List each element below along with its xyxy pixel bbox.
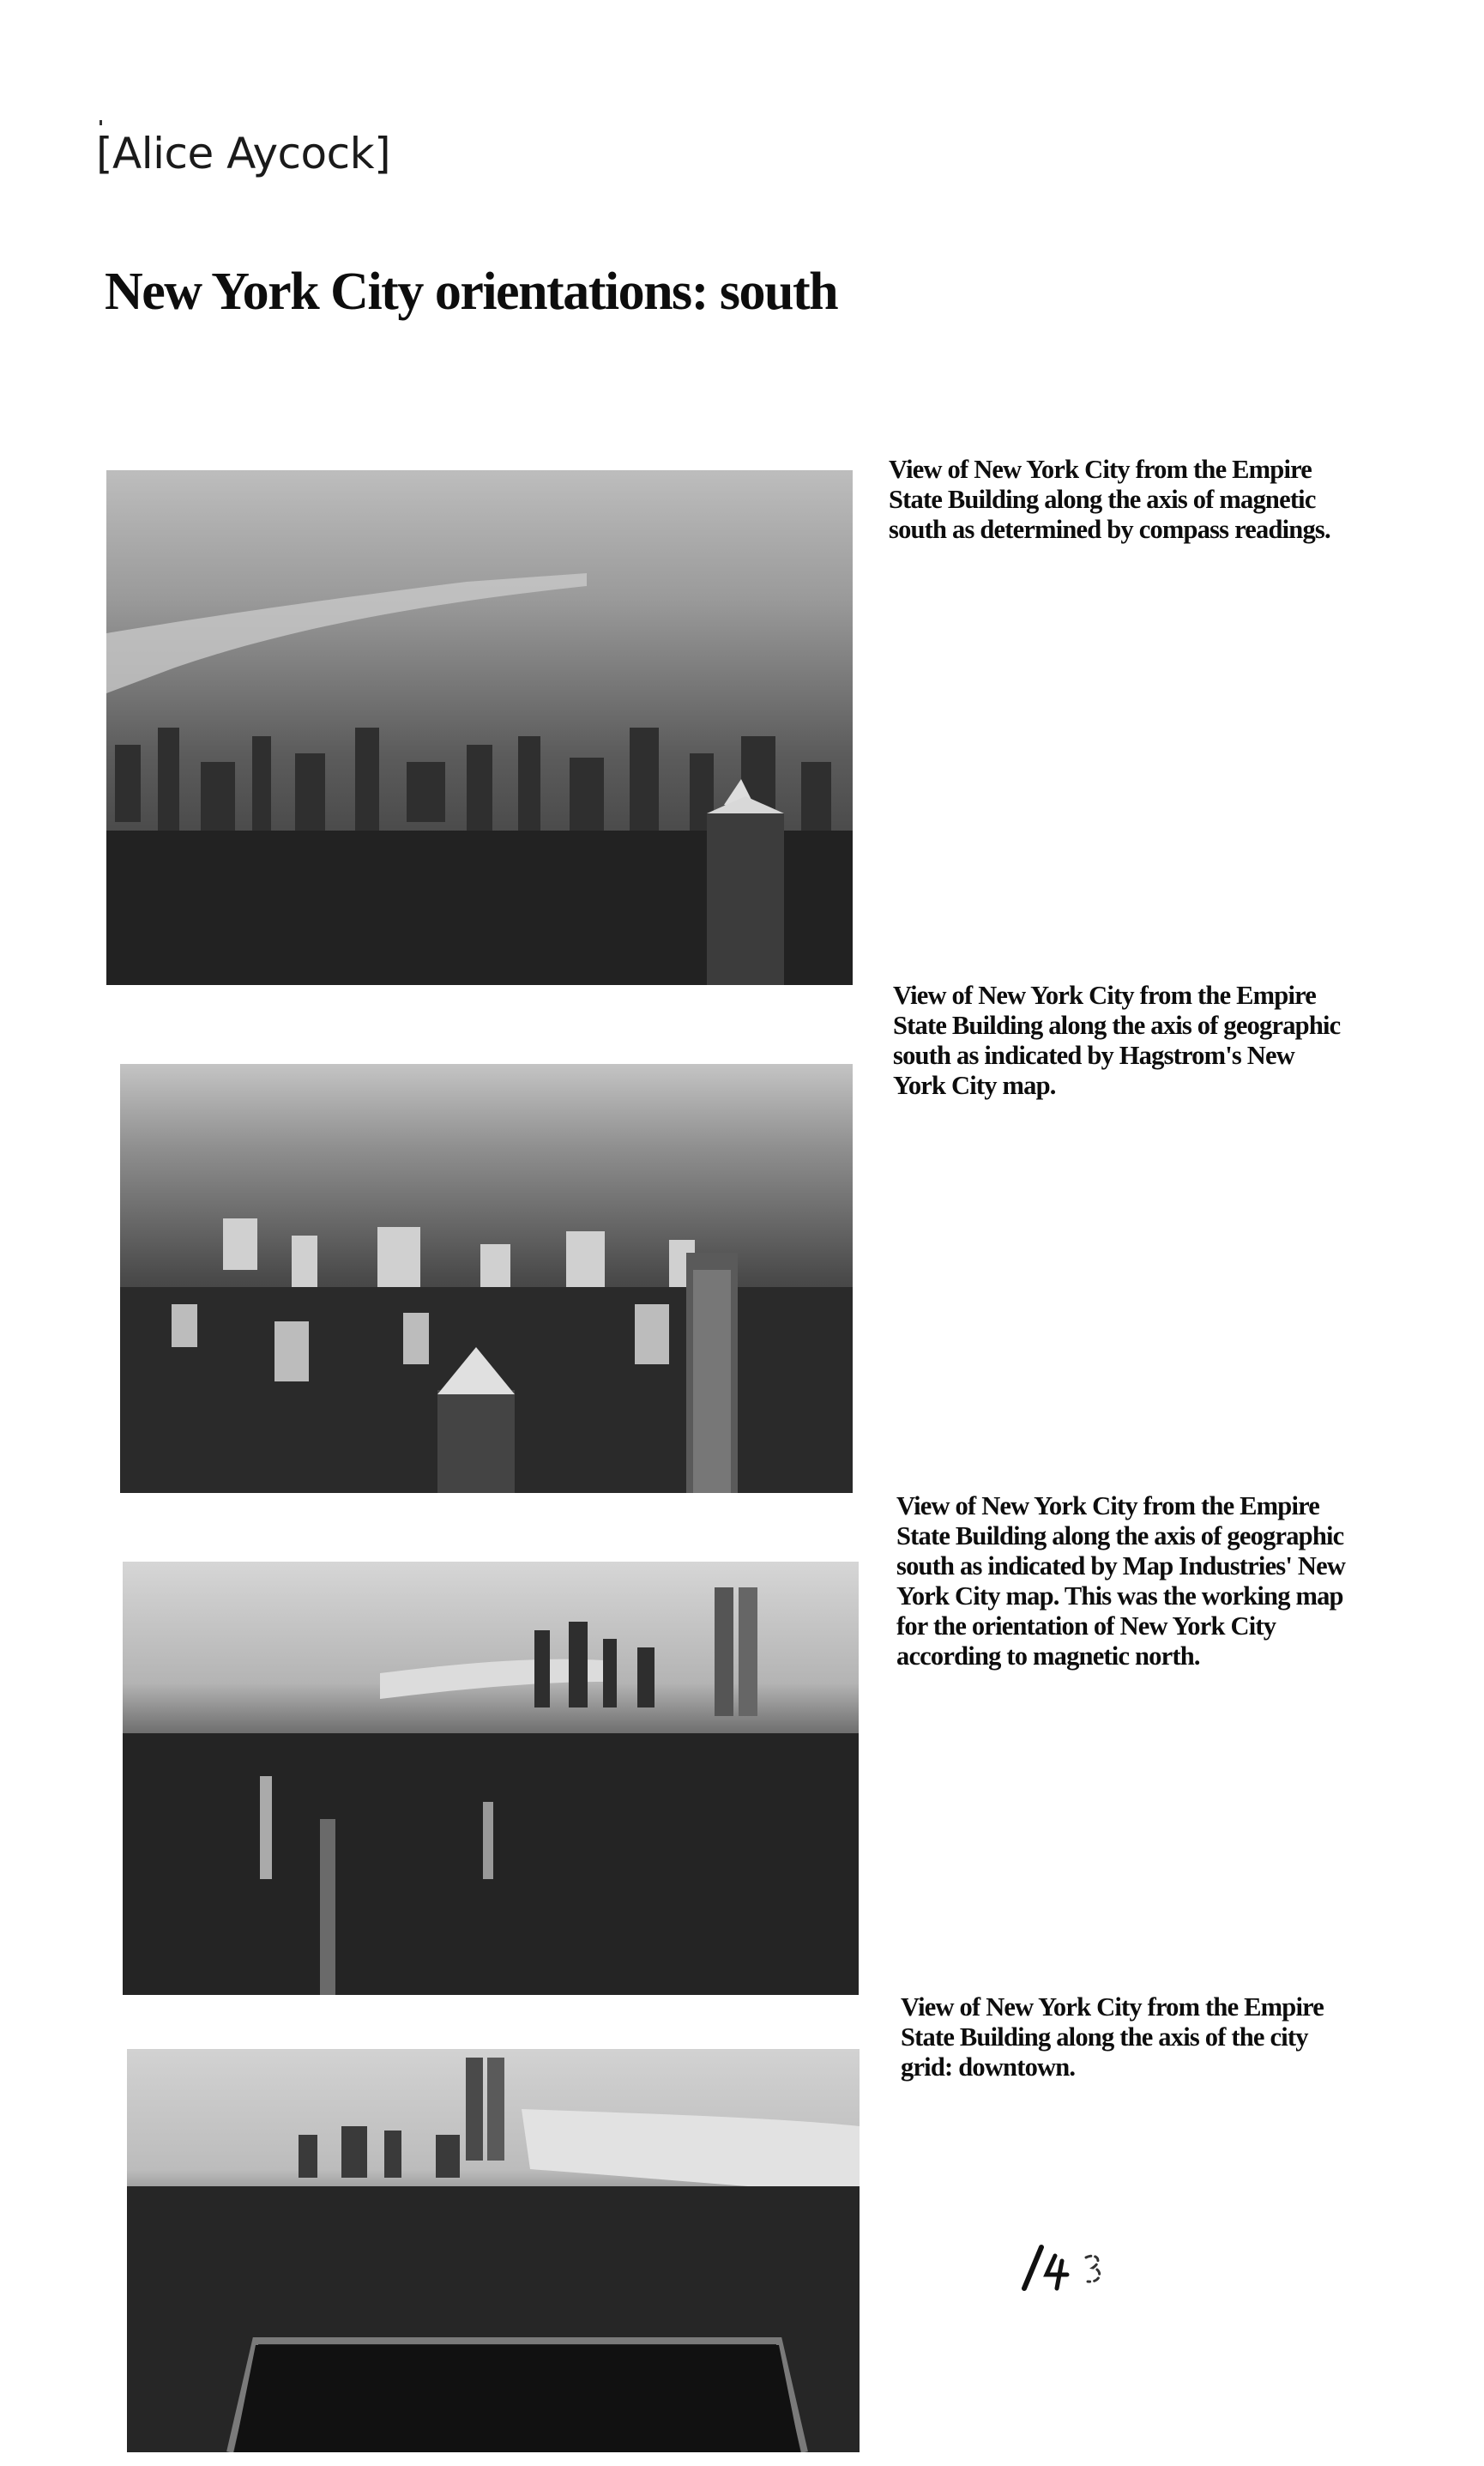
photo-map-industries-south (123, 1562, 859, 1995)
caption-city-grid-downtown (901, 1992, 1324, 2082)
caption-line: for the orientation of New York City (896, 1611, 1276, 1641)
photo-magnetic-south (106, 470, 853, 985)
caption-line: south as indicated by Hagstrom's New (893, 1041, 1295, 1070)
caption-line: York City map. This was the working map (896, 1581, 1343, 1611)
caption-line: View of New York City from the Empire (889, 455, 1312, 484)
print-mark (100, 120, 102, 125)
caption-line: View of New York City from the Empire (901, 1992, 1324, 2022)
caption-magnetic-south (889, 455, 1330, 545)
handwritten-page-number (1012, 2227, 1132, 2304)
caption-line: State Building along the axis of magnetic (889, 485, 1316, 514)
caption-line: grid: downtown. (901, 2052, 1076, 2082)
caption-map-industries-south (896, 1491, 1345, 1671)
caption-hagstrom-south (893, 981, 1340, 1101)
caption-line: south as indicated by Map Industries' New (896, 1551, 1346, 1581)
caption-line: according to magnetic north. (896, 1641, 1200, 1671)
caption-line: View of New York City from the Empire (896, 1491, 1320, 1520)
page-title: New York City orientations: south (105, 263, 838, 321)
caption-line: York City map. (893, 1071, 1056, 1100)
caption-line: View of New York City from the Empire (893, 981, 1317, 1010)
caption-line: State Building along the axis of geographic (896, 1521, 1344, 1550)
caption-line: south as determined by compass readings. (889, 515, 1330, 544)
author-name: [Alice Aycock] (96, 129, 391, 178)
caption-line: State Building along the axis of the city (901, 2022, 1308, 2052)
photo-city-grid-downtown (127, 2049, 860, 2452)
photo-hagstrom-south (120, 1064, 853, 1493)
caption-line: State Building along the axis of geographic (893, 1011, 1341, 1040)
